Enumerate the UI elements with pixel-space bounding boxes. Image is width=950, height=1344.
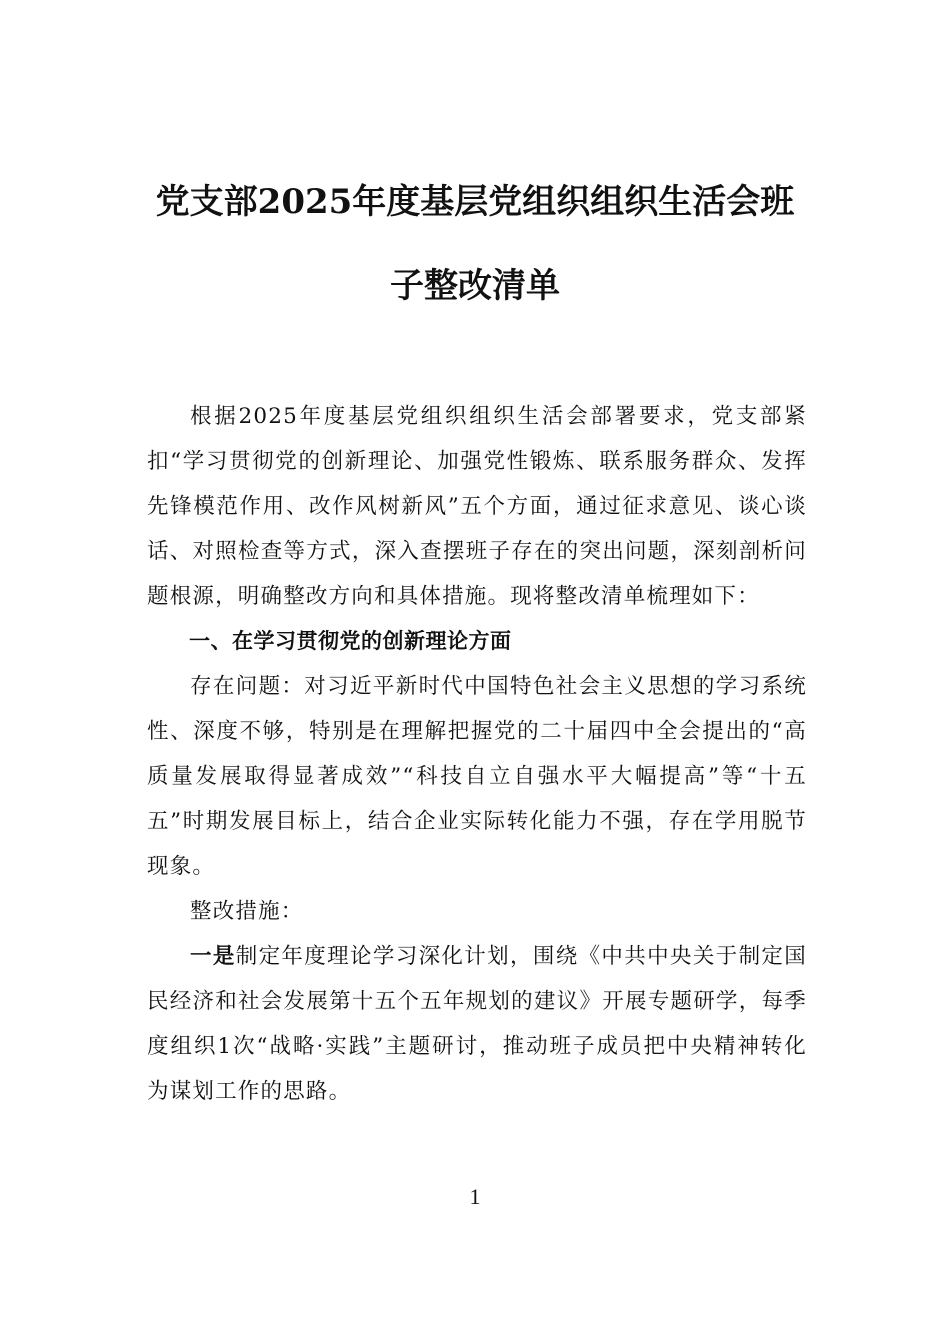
document-title bbox=[140, 160, 810, 328]
page-number: 1 bbox=[469, 1184, 481, 1209]
document-body bbox=[147, 394, 807, 1114]
measure-1-lead: 一是 bbox=[190, 944, 236, 969]
title-line-1: 党支部2025年度基层党组织组织生活会班 bbox=[155, 182, 795, 222]
measures-label: 整改措施： bbox=[190, 899, 304, 924]
problem-paragraph: 存在问题：对习近平新时代中国特色社会主义思想的学习系统性、深度不够，特别是在理解把握党的二十届四中全会提出的“高质量发展取得显著成效”“科技自立自强水平大幅提高”等“十五五”时期发展目标上，结合企业实际转化能力不强，存在学用脱节现象。 bbox=[147, 674, 807, 879]
measure-1-text: 制定年度理论学习深化计划，围绕《中共中央关于制定国民经济和社会发展第十五个五年规划的建议》开展专题研学，每季度组织1次“战略·实践”主题研讨，推动班子成员把中央精神转化为谋划工作的思路。 bbox=[147, 944, 807, 1104]
section-1-heading: 一、在学习贯彻党的创新理论方面 bbox=[189, 629, 512, 653]
intro-paragraph: 根据2025年度基层党组织组织生活会部署要求，党支部紧扣“学习贯彻党的创新理论、加强党性锻炼、联系服务群众、发挥先锋模范作用、改作风树新风”五个方面，通过征求意见、谈心谈话、对照检查等方式，深入查摆班子存在的突出问题，深刻剖析问题根源，明确整改方向和具体措施。现将整改清单梳理如下： bbox=[147, 404, 807, 609]
title-line-2: 子整改清单 bbox=[390, 266, 560, 306]
measure-1-paragraph bbox=[147, 934, 807, 1114]
